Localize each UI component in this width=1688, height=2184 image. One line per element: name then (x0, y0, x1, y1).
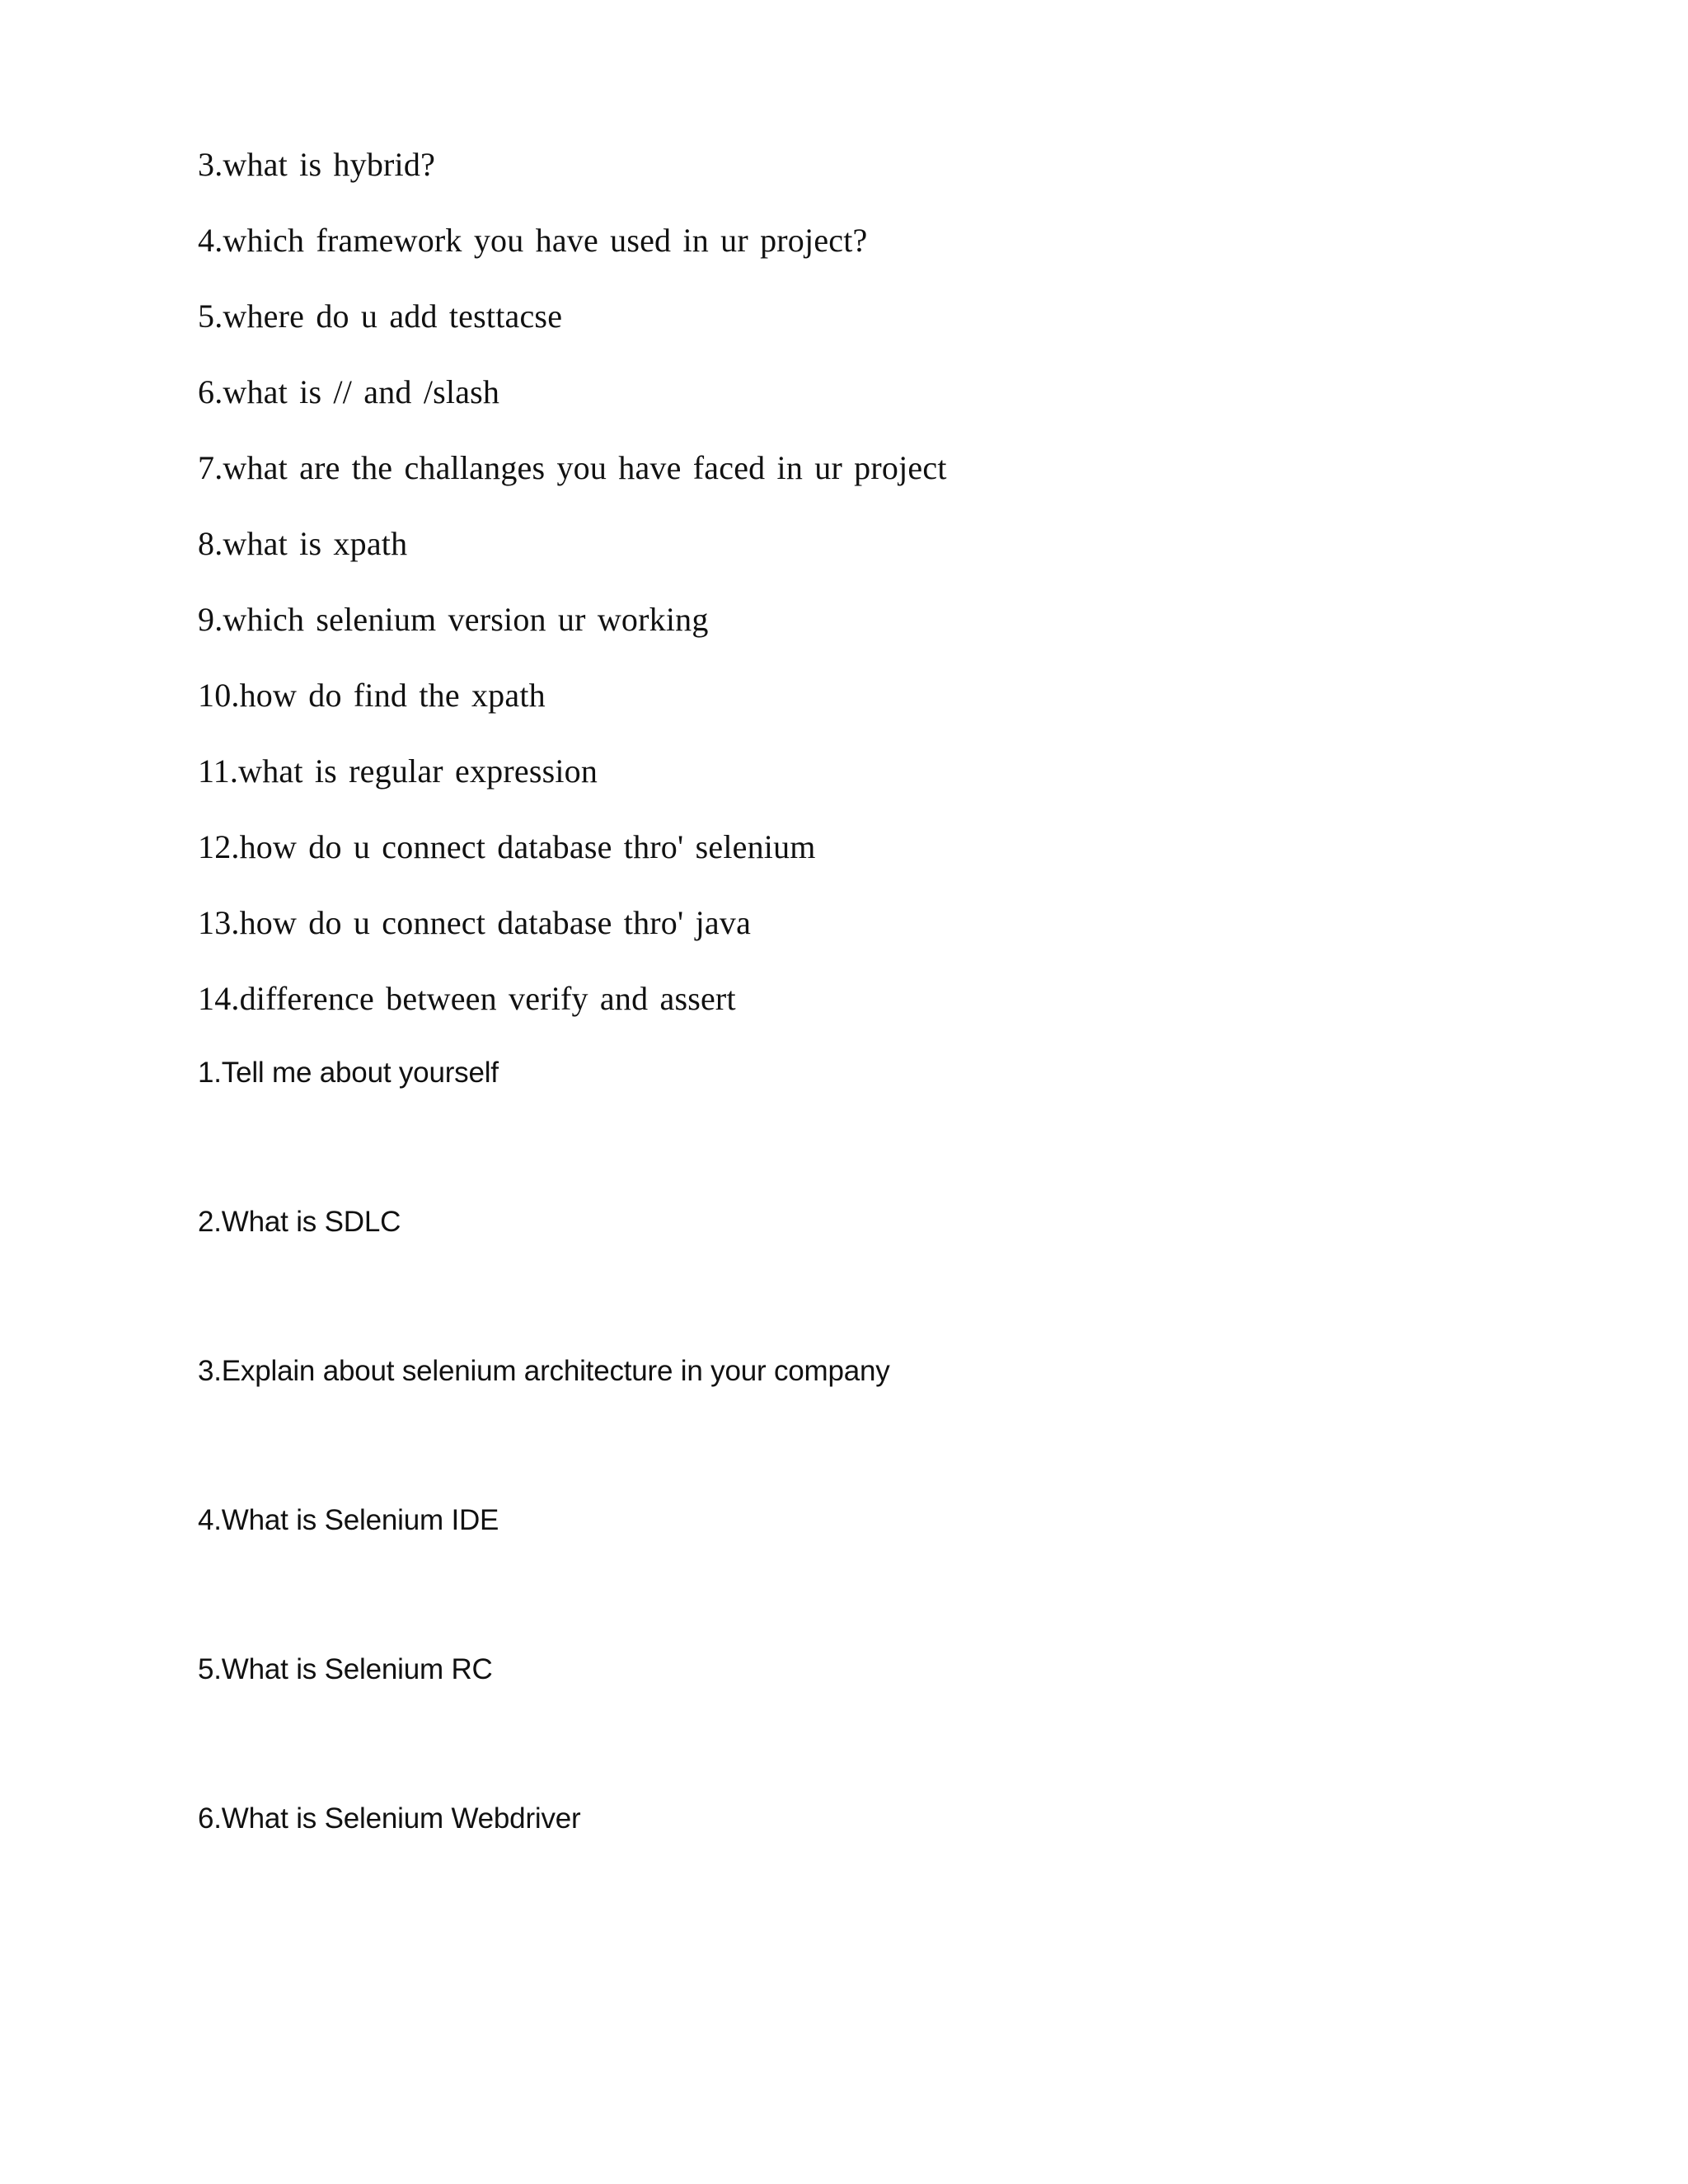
question-line: 13.how do u connect database thro' java (198, 904, 752, 941)
question-line: 6.what is // and /slash (198, 373, 500, 410)
question-line: 11.what is regular expression (198, 752, 598, 790)
question-line: 3.Explain about selenium architecture in your company (198, 1355, 890, 1387)
question-line: 12.how do u connect database thro' selenium (198, 828, 816, 865)
question-line: 4.What is Selenium IDE (198, 1504, 499, 1536)
question-line: 1.Tell me about yourself (198, 1057, 499, 1089)
question-line: 10.how do find the xpath (198, 677, 546, 714)
question-line: 5.where do u add testtacse (198, 298, 563, 335)
question-line: 9.which selenium version ur working (198, 601, 709, 638)
question-line: 3.what is hybrid? (198, 146, 436, 183)
question-line: 5.What is Selenium RC (198, 1653, 493, 1685)
question-line: 4.which framework you have used in ur project? (198, 222, 868, 259)
question-line: 2.What is SDLC (198, 1206, 401, 1238)
question-line: 14.difference between verify and assert (198, 980, 736, 1017)
question-line: 8.what is xpath (198, 525, 408, 562)
question-line: 6.What is Selenium Webdriver (198, 1802, 581, 1835)
question-line: 7.what are the challanges you have faced in ur project (198, 449, 947, 486)
